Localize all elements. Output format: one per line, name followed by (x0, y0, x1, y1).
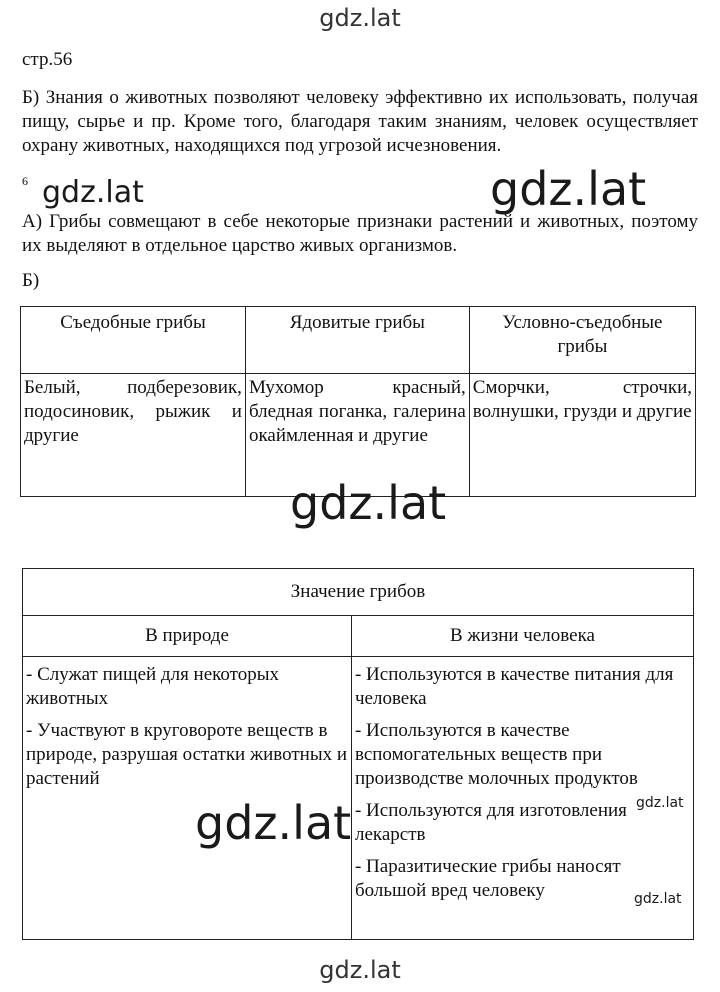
watermark-large-3: gdz.lat (195, 796, 352, 850)
table-title: Значение грибов (23, 569, 694, 616)
table-title-row (23, 569, 694, 616)
answer-paragraph-b: Б) Знания о животных позволяют человеку эффективно их использовать, получая пищу, сырье и пр. Кроме того, благодаря таким знаниям, человек осуществляет охрану животных, находящихся под угрозой исчезновения. (22, 87, 698, 156)
header-edible: Съедобные грибы (21, 307, 246, 374)
watermark-top: gdz.lat (319, 4, 401, 32)
header-poisonous: Ядовитые грибы (245, 307, 469, 374)
watermark-mid: gdz.lat (42, 175, 144, 210)
table-row (23, 657, 694, 940)
table-header-row (21, 307, 696, 374)
watermark-small-2: gdz.lat (634, 891, 682, 907)
answer-paragraph-a: А) Грибы совмещают в себе некоторые признаки растений и животных, поэтому их выделяют в отдельное царство живых организмов. (22, 211, 698, 256)
watermark-bottom: gdz.lat (319, 956, 401, 984)
watermark-large-2: gdz.lat (290, 476, 447, 530)
header-in-human-life: В жизни человека (351, 616, 693, 657)
mushroom-types-table (20, 306, 696, 497)
mushroom-importance-table (22, 568, 694, 940)
page-reference: стр.56 (22, 49, 73, 70)
list-item: - Участвуют в круговороте веществ в природе, разрушая остатки животных и растений (26, 720, 348, 789)
answer-label-b: Б) (22, 270, 40, 291)
header-in-nature: В природе (23, 616, 352, 657)
cell-poisonous: Мухомор красный, бледная поганка, галерина окаймленная и другие (245, 374, 469, 497)
list-item: - Служат пищей для некоторых животных (26, 664, 279, 709)
watermark-small-1: gdz.lat (636, 795, 684, 811)
table-header-row (23, 616, 694, 657)
cell-edible: Белый, подберезовик, подосиновик, рыжик и другие (21, 374, 246, 497)
list-item: - Паразитические грибы наносят большой вред человеку (354, 856, 621, 901)
list-item: - Используются в качестве питания для человека (354, 664, 674, 709)
task-number: 6 (22, 174, 28, 188)
list-item: - Используются в качестве вспомогательных веществ при производстве молочных продуктов (354, 720, 638, 789)
cell-conditionally-edible: Сморчки, строчки, волнушки, грузди и другие (469, 374, 695, 497)
header-conditionally-edible: Условно-съедобные грибы (469, 307, 695, 374)
list-item: - Используются для изготовления лекарств (354, 800, 627, 845)
watermark-large-1: gdz.lat (490, 162, 647, 216)
